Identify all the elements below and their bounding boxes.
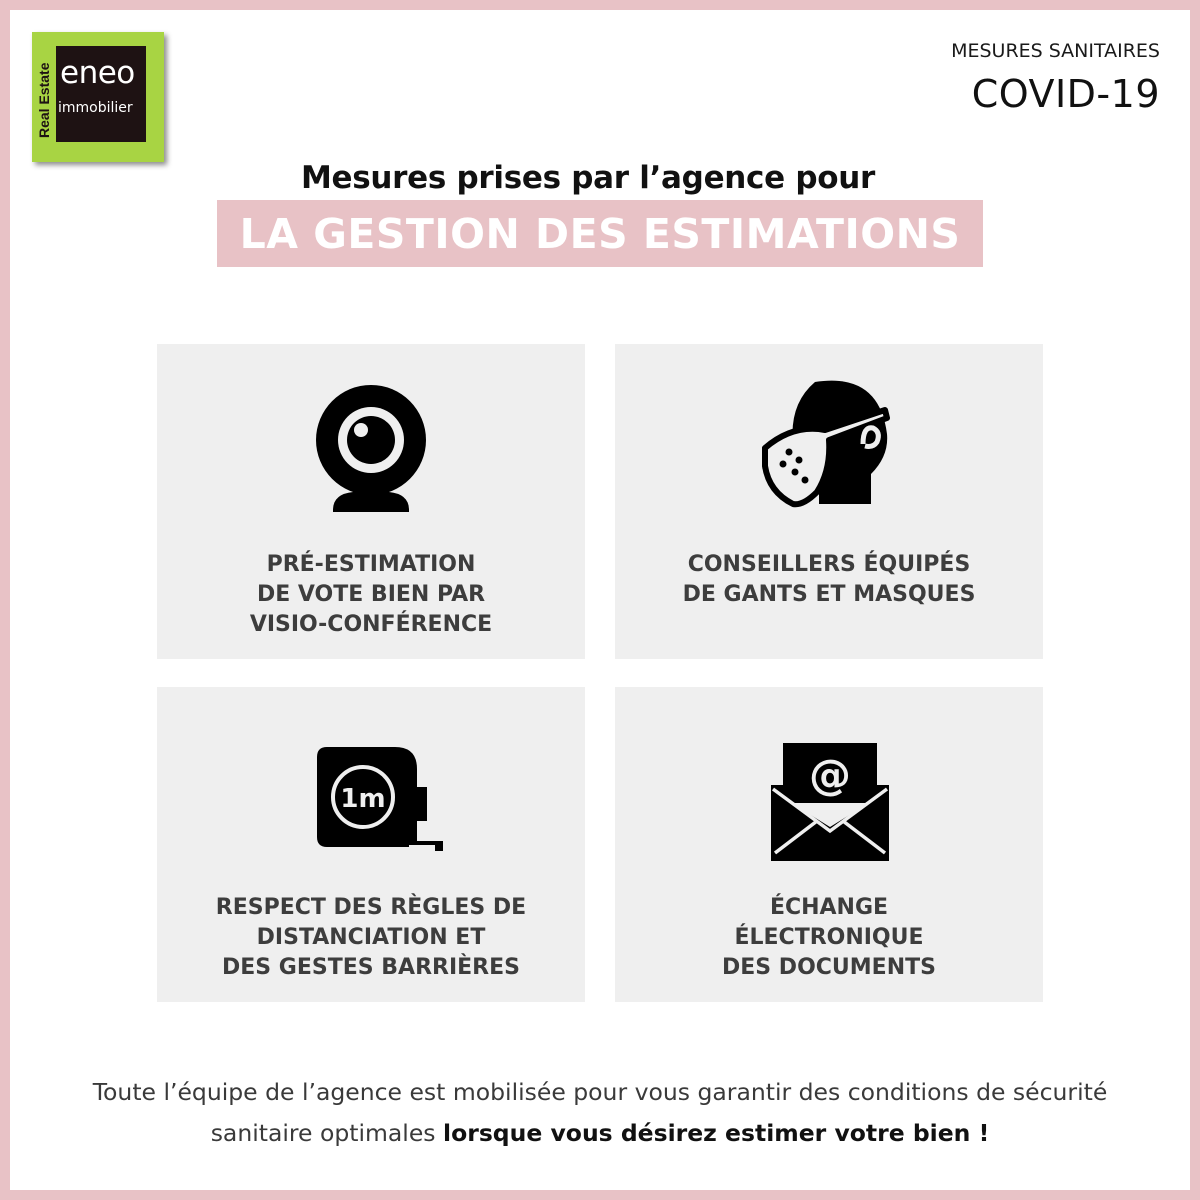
face-mask-icon xyxy=(759,374,899,514)
title-banner xyxy=(217,200,983,267)
banner-text: LA GESTION DES ESTIMATIONS xyxy=(239,209,961,258)
svg-text:@: @ xyxy=(809,750,851,799)
header-title: COVID-19 xyxy=(971,72,1160,116)
page-heading: Mesures prises par l’agence pour xyxy=(300,160,875,196)
header-subtitle: MESURES SANITAIRES xyxy=(951,40,1160,62)
card-label: RESPECT DES RÈGLES DE DISTANCIATION ET DES GESTES BARRIÈRES xyxy=(215,895,527,980)
email-envelope-icon xyxy=(769,741,891,865)
logo-subtitle: immobilier xyxy=(58,100,133,116)
eneo-logo xyxy=(32,32,164,162)
card-distancing xyxy=(157,687,585,1002)
tape-measure-icon xyxy=(313,741,443,861)
webcam-icon xyxy=(311,380,431,520)
footer-text: Toute l’équipe de l’agence est mobilisée pour vous garantir des conditions de sécurité sanitaire optimales xyxy=(92,1078,1108,1147)
card-video-estimation xyxy=(157,344,585,659)
card-label: PRÉ-ESTIMATION DE VOTE BIEN PAR VISIO-CONFÉRENCE xyxy=(249,552,493,637)
svg-text:1m: 1m xyxy=(340,784,386,814)
logo-vertical-text: Real Estate xyxy=(36,62,52,138)
footer-message xyxy=(40,1072,1160,1154)
card-label: CONSEILLERS ÉQUIPÉS DE GANTS ET MASQUES xyxy=(682,552,976,607)
logo-dark-box xyxy=(56,46,146,142)
card-electronic-documents xyxy=(615,687,1043,1002)
logo-brand-name: eneo xyxy=(60,55,135,91)
card-label: ÉCHANGE ÉLECTRONIQUE DES DOCUMENTS xyxy=(722,895,936,980)
card-masks xyxy=(615,344,1043,659)
footer-bold-text: lorsque vous désirez estimer votre bien ! xyxy=(443,1119,990,1147)
